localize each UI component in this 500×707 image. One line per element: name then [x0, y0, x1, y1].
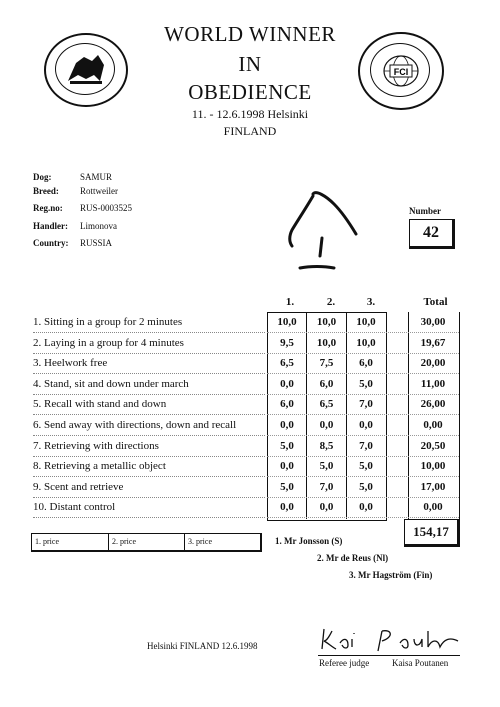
judge1-score: 5,0 — [280, 440, 294, 452]
referee-name: Kaisa Poutanen — [392, 658, 449, 668]
judge1-score: 0,0 — [280, 419, 294, 431]
judge3-score: 5,0 — [359, 378, 373, 390]
exercise-total: 19,67 — [420, 337, 446, 349]
judge2-score: 0,0 — [319, 419, 334, 431]
exercise-label: 10. Distant control — [33, 498, 265, 518]
exercise-total: 10,00 — [420, 460, 446, 472]
exercise-label: 4. Stand, sit and down under march — [33, 375, 265, 395]
judge3-score: 7,0 — [359, 440, 373, 452]
dog-label: Dog: — [33, 172, 52, 182]
handler-value: Limonova — [80, 221, 117, 231]
country-value: RUSSIA — [80, 238, 113, 248]
exercise-label: 5. Recall with stand and down — [33, 395, 265, 415]
dogs-emblem-icon — [46, 35, 126, 105]
fci-seal-center-text: FCI — [393, 67, 409, 77]
price-boxes — [31, 533, 262, 552]
judge2-score: 6,5 — [319, 398, 334, 410]
judge1-score: 9,5 — [280, 337, 294, 349]
place-and-date: Helsinki FINLAND 12.6.1998 — [147, 641, 258, 651]
exercise-label: 2. Laying in a group for 4 minutes — [33, 334, 265, 354]
judge1-score: 10,0 — [277, 316, 297, 328]
country-label: Country: — [33, 238, 69, 248]
judge3-score: 6,0 — [359, 357, 373, 369]
judge-3: 3. Mr Hagström (Fin) — [349, 570, 433, 580]
title-line1: WORLD WINNER — [164, 22, 336, 46]
exercise-total: 0,00 — [423, 419, 443, 431]
regno-label: Reg.no: — [33, 203, 63, 213]
judge-2: 2. Mr de Reus (Nl) — [317, 553, 389, 563]
judge3-score: 7,0 — [359, 398, 373, 410]
referee-label: Referee judge — [319, 658, 370, 668]
judge3-score: 10,0 — [356, 337, 376, 349]
breed-value: Rottweiler — [80, 186, 118, 196]
price-1: 1. price — [35, 537, 59, 546]
referee-signature — [318, 625, 468, 655]
exercise-label: 7. Retrieving with directions — [33, 437, 265, 457]
judge2-score: 6,0 — [319, 378, 334, 390]
dog-value: SAMUR — [80, 172, 113, 182]
number-value: 42 — [409, 219, 455, 249]
exercise-total: 26,00 — [420, 398, 446, 410]
judge1-score: 0,0 — [280, 460, 294, 472]
exercise-total: 20,00 — [420, 357, 446, 369]
exercise-total: 11,00 — [420, 378, 446, 390]
judge1-score: 5,0 — [280, 481, 294, 493]
judge1-score: 6,0 — [280, 398, 294, 410]
handler-label: Handler: — [33, 221, 68, 231]
title-line3: OBEDIENCE — [188, 80, 312, 104]
judge1-score: 6,5 — [280, 357, 294, 369]
judge2-score: 0,0 — [319, 501, 334, 513]
regno-value: RUS-0003525 — [80, 203, 133, 213]
judge-1: 1. Mr Jonsson (S) — [275, 536, 343, 546]
judge2-score: 7,0 — [319, 481, 334, 493]
event-country: FINLAND — [223, 124, 277, 138]
exercise-label: 8. Retrieving a metallic object — [33, 457, 265, 477]
finnish-kennel-club-seal — [44, 33, 128, 107]
judge1-score: 0,0 — [280, 378, 294, 390]
price-2: 2. price — [112, 537, 136, 546]
judge1-score: 0,0 — [280, 501, 294, 513]
exercise-total: 20,50 — [420, 440, 446, 452]
exercise-total: 17,00 — [420, 481, 446, 493]
price-3: 3. price — [188, 537, 212, 546]
judge3-score: 10,0 — [356, 316, 376, 328]
grand-total: 154,17 — [404, 519, 460, 547]
judge2-score: 7,5 — [319, 357, 334, 369]
judge2-score: 8,5 — [319, 440, 334, 452]
judge2-header: 2. — [326, 296, 336, 308]
judge1-header: 1. — [285, 296, 295, 308]
exercise-total: 0,00 — [423, 501, 443, 513]
exercise-label: 6. Send away with directions, down and recall — [33, 416, 265, 436]
total-header: Total — [423, 296, 448, 308]
judge3-score: 0,0 — [359, 419, 373, 431]
judge2-score: 10,0 — [316, 337, 337, 349]
judge3-score: 5,0 — [359, 481, 373, 493]
breed-label: Breed: — [33, 186, 59, 196]
event-dates: 11. - 12.6.1998 Helsinki — [191, 107, 309, 121]
exercise-label: 9. Scent and retrieve — [33, 478, 265, 498]
judge3-score: 0,0 — [359, 501, 373, 513]
judge3-score: 5,0 — [359, 460, 373, 472]
title-line2: IN — [238, 52, 262, 76]
exercise-label: 1. Sitting in a group for 2 minutes — [33, 313, 265, 333]
number-label: Number — [409, 206, 441, 216]
judge3-header: 3. — [366, 296, 376, 308]
exercise-total: 30,00 — [420, 316, 446, 328]
signature-line — [318, 655, 460, 656]
handwritten-mark — [280, 186, 370, 278]
judge2-score: 10,0 — [316, 316, 337, 328]
exercise-label: 3. Heelwork free — [33, 354, 265, 374]
judge2-score: 5,0 — [319, 460, 334, 472]
